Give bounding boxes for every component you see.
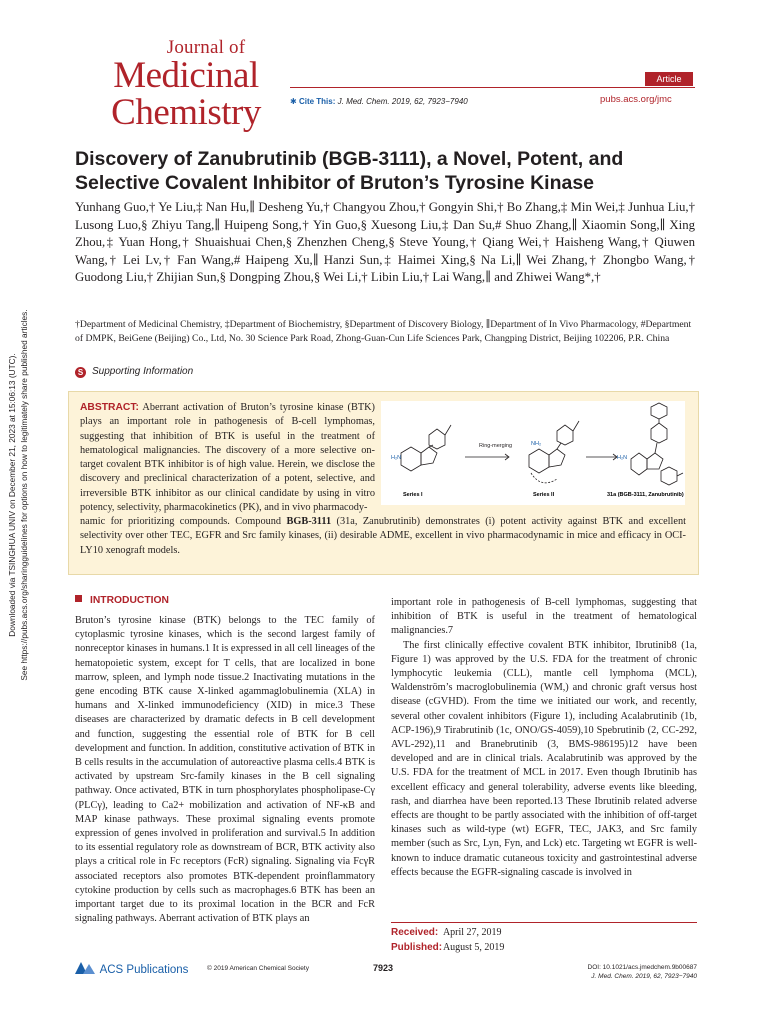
published-row xyxy=(391,940,697,955)
abstract-text xyxy=(80,401,375,515)
introduction-heading-text: INTRODUCTION xyxy=(90,595,169,606)
affiliations: †Department of Medicinal Chemistry, ‡Department of Biochemistry, §Department of Discovery Biology, ∥Department of In Vivo Pharmacology, #Department of DMPK, BeiGene (Beijing) Co., Ltd, No. 30 Science Park Road, Zhong-Guan-Cun Life Sciences Park, Changping District, Beijing 102206, P.R. China xyxy=(75,319,692,344)
toc-nh2-label-2: NH₂ xyxy=(531,441,542,447)
cite-label: Cite This: xyxy=(298,97,336,106)
journal-name-line1: Medicinal xyxy=(113,55,259,96)
published-date: August 5, 2019 xyxy=(442,942,505,953)
journal-url-link[interactable]: pubs.acs.org/jmc xyxy=(600,94,672,105)
supporting-info-link[interactable] xyxy=(75,366,193,378)
publisher-name: ACS Publications xyxy=(99,964,189,976)
download-notice-line2[interactable]: See https://pubs.acs.org/sharingguidelines for options on how to legitimately share published articles. xyxy=(19,309,30,681)
abstract-body-tail xyxy=(80,515,686,558)
published-label: Published: xyxy=(391,942,443,953)
acs-publications-logo[interactable] xyxy=(75,962,188,976)
cite-icon: ✱ xyxy=(290,97,297,106)
page-number: 7923 xyxy=(373,963,394,973)
author-list xyxy=(75,199,695,287)
authors-text: Yunhang Guo,† Ye Liu,‡ Nan Hu,∥ Desheng Yu,† Changyou Zhou,† Gongyin Shi,† Bo Zhang,‡ Min Wei,‡ Junhua Liu,† Lusong Luo,§ Zhiyu Tang,∥ Huipeng Song,† Yin Guo,§ Xuesong Liu,‡ Dan Su,# Shuo Zhang,∥ Xiaomin Song,∥ Xing Zhou,‡ Yuan Hong,† Shuaishuai Chen,§ Zhenzhen Cheng,§ Steve Young,† Qiang Wei,† Haisheng Wang,† Qiuwen Wang,† Lei Lv,† Fan Wang,# Haipeng Xu,∥ Hanzi Sun,‡ Haimei Xing,§ Na Li,∥ Wei Zhang,† Zhongbo Wang,† Guodong Liu,† Zhijian Sun,§ Dongping Zhou,§ Wei Li,† Libin Liu,† Lai Wang,∥ and Zhiwei Wang*,† xyxy=(75,200,695,285)
doi-link[interactable]: DOI: 10.1021/acs.jmedchem.9b00687 xyxy=(587,964,697,971)
acs-logo-icon xyxy=(75,962,97,974)
abstract-label: ABSTRACT: xyxy=(80,402,139,413)
download-notice xyxy=(6,300,31,690)
received-label: Received: xyxy=(391,927,439,938)
download-notice-line1: Downloaded via TSINGHUA UNIV on December 21, 2023 at 15:06:13 (UTC). xyxy=(7,353,17,637)
series1-ring xyxy=(401,447,421,471)
toc-series2-label: Series II xyxy=(533,492,555,498)
doi-block xyxy=(557,963,697,981)
toc-nh2-label-3: H₂N xyxy=(617,455,628,461)
received-row xyxy=(391,925,697,940)
intro-right-paragraph-2: The first clinically effective covalent BTK inhibitor, Ibrutinib8 (1a, Figure 1) was approved by the U.S. FDA for the treatment of chronic lymphocytic leukemia (CLL), mantle cell lymphoma (MCL), Waldenström’s macroglobulinemia (WM,) and chronic graft versus host disease (cGVHD). From the time we initiated our work, and recently, several other covalent inhibitors (Figure 1), including Acalabrutinib (1b, ACP-196),9 Tirabrutinib (1c, ONO/GS-4059),10 Spebrutinib (2, CC-292, AVL-292),11 and Branebrutinib (3, BMS-986195)12 have been developed and are in clinical trials. Acalabrutinib was approved by the U.S. FDA for the treatment of MCL in 2017. Even though Ibrutinib has excellent efficacy and general tolerability, adverse events like bleeding, rash, and diarrhea have been reported.13 These Ibrutinib related adverse effects are thought to be partly associated with the inhibition of off-target kinases such as wild-type (wt) EGFR, TEC, JAK3, and Src family member (such as Src, Lyn, Fyn, and Lck) etc. Targeting wt EGFR is well-known to induce dramatic cutaneous toxicity and gastrointestinal adverse effects because the EGFR-signaling cascade is involved in xyxy=(391,639,697,878)
cite-text: J. Med. Chem. 2019, 62, 7923−7940 xyxy=(337,97,468,106)
toc-chemical-scheme xyxy=(381,401,685,505)
toc-product-label: 31a (BGB-3111, Zanubrutinib) xyxy=(607,492,684,498)
intro-right-column xyxy=(391,596,697,880)
abstract-tail-2: (31a, Zanubrutinib) demonstrates (i) potent activity against BTK and excellent selectivity over other TEC, EGFR and Src family kinases, (ii) desirable ADME, excellent in vivo pharmacodynamic in mice and efficacy in OCI-LY10 xenograft models. xyxy=(80,516,686,556)
abstract-tail-1: namic for prioritizing compounds. Compound xyxy=(80,516,287,527)
introduction-heading xyxy=(75,595,169,606)
supporting-info-label: Supporting Information xyxy=(92,366,194,377)
received-date: April 27, 2019 xyxy=(442,927,502,938)
journal-name-line2: Chemistry xyxy=(111,92,261,133)
abstract-body-top: Aberrant activation of Bruton’s tyrosine kinase (BTK) plays an important role in pathogenesis of B-cell lymphomas, suggesting that inhibition of BTK is useful in the treatment of hematological malignancies. The discovery of a more selective on-target covalent BTK inhibitor is of high value. Herein, we disclose the discovery and preclinical characterization of a potent, selective, and irreversible BTK inhibitor as our clinical candidate by using in vitro potency, selectivity, pharmacokinetics (PK), and in vivo pharmacody- xyxy=(80,402,375,514)
section-square-icon xyxy=(75,595,82,602)
intro-left-paragraph: Bruton’s tyrosine kinase (BTK) belongs to the TEC family of cytoplasmic tyrosine kinases, which is the second largest family of nonreceptor kinases in humans.1 It is expressed in all cell lineages of the hematopoietic system, except for T cells, that are localized in bone marrow, spleen, and lymph node tissue.2 Inactivating mutations in the gene encoding BTK cause X-linked agammaglobulinemia (XLA) in humans and X-linked immunodeficiency (XID) in mice.3 These diseases are characterized by dramatic defects in B cell development and function, suggesting the essential role of BTK for B cell development and function. In addition, constitutive activation of BTK in B cells results in the accumulation of autoreactive plasma cells.4 BTK is activated by upstream Src-family kinases in the B cell signaling pathway. Once activated, BTK in turn phosphorylates phospholipase-Cγ (PLCγ), leading to Ca2+ mobilization and activation of NF-κB and MAP kinase pathways. These proximal signaling events promote expression of genes involved in proliferation and survival.5 In addition to its essential regulatory role as downstream of BCR, BTK activity also plays a critical role in Fc receptors (FcR) signaling. Signaling via FcγR associated receptors also promotes BTK-dependent proinflammatory cytokine production by cells such as macrophages.6 BTK has been an important target due to its proximal location in the BCR and FcR signaling pathways. Aberrant activation of BTK plays an xyxy=(75,615,375,925)
article-type-badge: Article xyxy=(645,72,693,86)
journal-name-small: Journal of xyxy=(166,37,246,58)
copyright: © 2019 American Chemical Society xyxy=(207,965,309,972)
toc-arrow-label: Ring-merging xyxy=(479,443,513,449)
toc-nh2-label-1: H₂N xyxy=(391,455,402,461)
footer-citation: J. Med. Chem. 2019, 62, 7923−7940 xyxy=(591,973,697,980)
toc-graphic xyxy=(381,401,685,505)
publication-dates xyxy=(391,922,697,955)
toc-series1-label: Series I xyxy=(403,492,423,498)
intro-right-paragraph-1: important role in pathogenesis of B-cell lymphomas, suggesting that inhibition of BTK is useful in the treatment of hematological malignancies.7 xyxy=(391,597,697,637)
journal-logo[interactable] xyxy=(106,38,266,131)
header-rule xyxy=(290,87,695,88)
supporting-info-icon: S xyxy=(75,367,86,378)
cite-this[interactable] xyxy=(290,97,468,106)
intro-left-column xyxy=(75,614,375,926)
paper-title: Discovery of Zanubrutinib (BGB-3111), a Novel, Potent, and Selective Covalent Inhibitor of Bruton’s Tyrosine Kinase xyxy=(75,148,624,194)
abstract-compound: BGB-3111 xyxy=(286,516,332,527)
